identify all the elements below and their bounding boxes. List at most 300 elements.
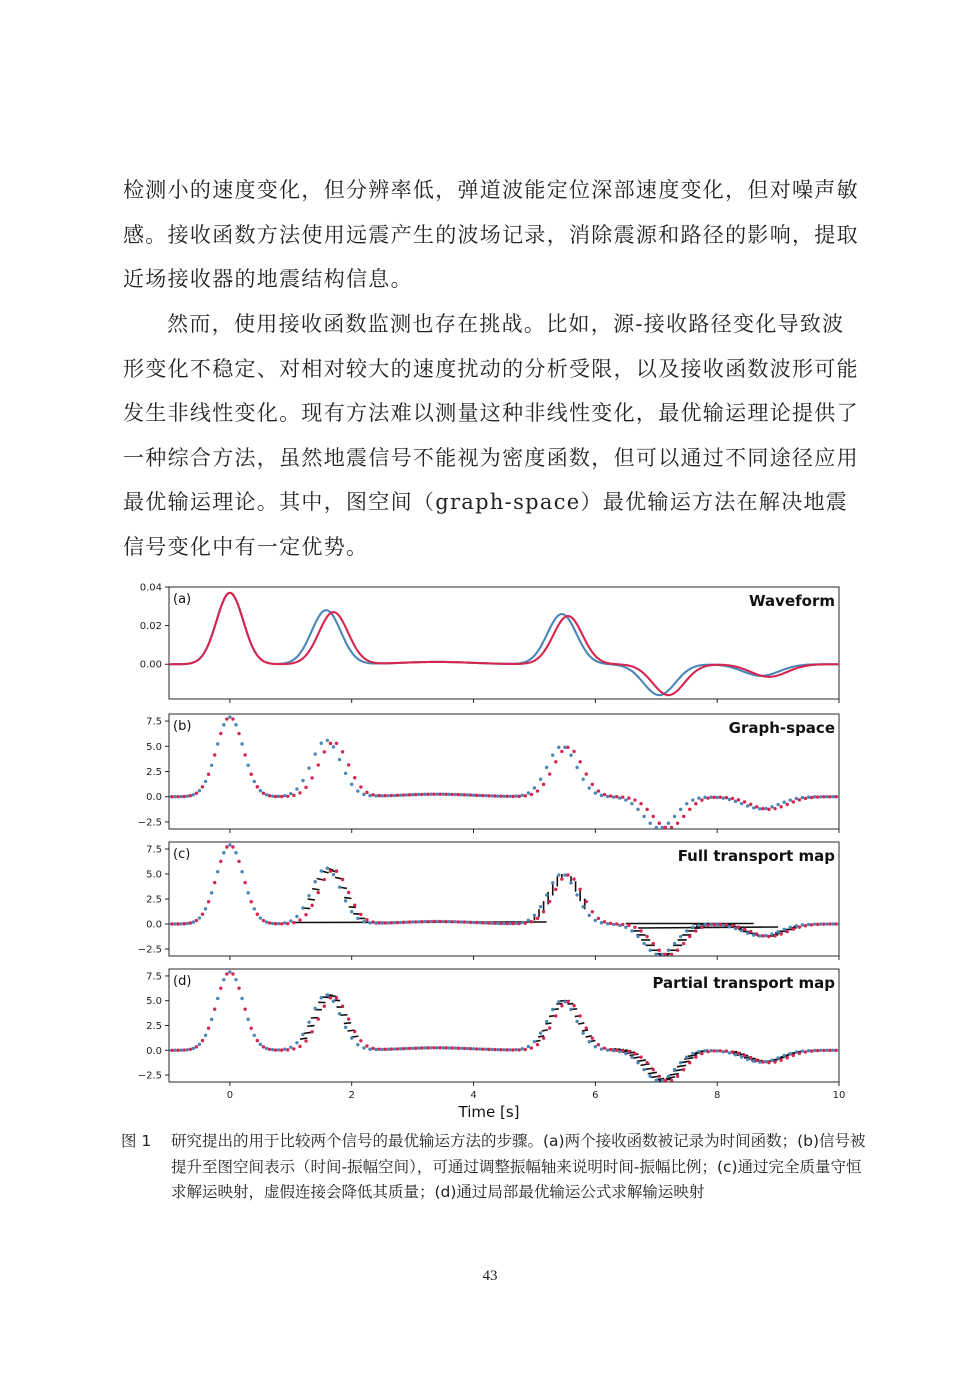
data-point bbox=[703, 923, 706, 926]
data-point bbox=[609, 794, 612, 797]
data-point bbox=[585, 1026, 588, 1029]
data-point bbox=[767, 1061, 770, 1064]
transport-link bbox=[638, 927, 778, 928]
data-point bbox=[588, 1040, 591, 1043]
data-point bbox=[441, 1046, 444, 1049]
data-point bbox=[374, 794, 377, 797]
data-point bbox=[240, 870, 243, 873]
data-point bbox=[246, 764, 249, 767]
data-point bbox=[673, 815, 676, 818]
data-point bbox=[441, 793, 444, 796]
data-point bbox=[673, 1068, 676, 1071]
data-point bbox=[353, 1030, 356, 1033]
data-point bbox=[396, 1047, 399, 1050]
data-point bbox=[417, 1046, 420, 1049]
data-point bbox=[782, 928, 785, 931]
data-point bbox=[633, 926, 636, 929]
data-point bbox=[545, 1020, 548, 1023]
data-point bbox=[560, 877, 563, 880]
data-point bbox=[700, 1052, 703, 1055]
data-point bbox=[615, 795, 618, 798]
data-point bbox=[234, 723, 237, 726]
data-point bbox=[253, 780, 256, 783]
data-point bbox=[566, 873, 569, 876]
data-point bbox=[551, 1008, 554, 1011]
data-point bbox=[371, 793, 374, 796]
data-point bbox=[204, 780, 207, 783]
data-point bbox=[225, 972, 228, 975]
panel-label: (b) bbox=[173, 719, 192, 734]
data-point bbox=[615, 922, 618, 925]
data-point bbox=[189, 921, 192, 924]
data-point bbox=[417, 920, 420, 923]
data-point bbox=[676, 822, 679, 825]
data-point bbox=[560, 750, 563, 753]
data-point bbox=[326, 993, 329, 996]
data-point bbox=[365, 918, 368, 921]
data-point bbox=[536, 1043, 539, 1046]
data-point bbox=[243, 1008, 246, 1011]
data-point bbox=[734, 800, 737, 803]
data-point bbox=[581, 905, 584, 908]
data-point bbox=[511, 922, 514, 925]
axes-frame bbox=[169, 587, 839, 699]
data-point bbox=[323, 878, 326, 881]
data-point bbox=[173, 795, 176, 798]
data-point bbox=[481, 921, 484, 924]
data-point bbox=[557, 1000, 560, 1003]
data-point bbox=[341, 750, 344, 753]
data-point bbox=[289, 919, 292, 922]
data-point bbox=[792, 927, 795, 930]
data-point bbox=[240, 742, 243, 745]
data-point bbox=[338, 1012, 341, 1015]
data-point bbox=[335, 869, 338, 872]
transport-link bbox=[578, 1023, 584, 1024]
data-point bbox=[310, 776, 313, 779]
data-point bbox=[743, 800, 746, 803]
data-point bbox=[173, 1049, 176, 1052]
data-point bbox=[792, 800, 795, 803]
data-point bbox=[216, 742, 219, 745]
data-point bbox=[670, 826, 673, 829]
data-point bbox=[804, 797, 807, 800]
data-point bbox=[481, 1047, 484, 1050]
data-point bbox=[271, 794, 274, 797]
data-point bbox=[773, 1060, 776, 1063]
data-point bbox=[374, 1048, 377, 1051]
data-point bbox=[798, 925, 801, 928]
data-point bbox=[837, 922, 840, 925]
data-point bbox=[545, 766, 548, 769]
data-point bbox=[548, 772, 551, 775]
data-point bbox=[715, 796, 718, 799]
data-point bbox=[222, 978, 225, 981]
data-point bbox=[719, 923, 722, 926]
data-point bbox=[457, 1046, 460, 1049]
x-tick-label: 2 bbox=[348, 1090, 355, 1101]
data-point bbox=[645, 1061, 648, 1064]
data-point bbox=[256, 1039, 259, 1042]
data-point bbox=[518, 1048, 521, 1051]
data-point bbox=[228, 715, 231, 718]
data-point bbox=[770, 1059, 773, 1062]
data-point bbox=[320, 996, 323, 999]
transport-link bbox=[556, 1004, 562, 1005]
data-point bbox=[466, 793, 469, 796]
data-point bbox=[825, 1049, 828, 1052]
x-tick-label: 8 bbox=[713, 1090, 721, 1101]
data-point bbox=[737, 925, 740, 928]
data-point bbox=[612, 1049, 615, 1052]
data-point bbox=[664, 1079, 667, 1082]
data-point bbox=[438, 920, 441, 923]
data-point bbox=[289, 1046, 292, 1049]
data-point bbox=[527, 791, 530, 794]
data-point bbox=[749, 803, 752, 806]
data-point bbox=[228, 970, 231, 973]
data-point bbox=[688, 1061, 691, 1064]
data-point bbox=[743, 1054, 746, 1057]
data-point bbox=[219, 732, 222, 735]
data-point bbox=[295, 915, 298, 918]
transport-link bbox=[300, 1038, 307, 1039]
data-point bbox=[633, 798, 636, 801]
data-point bbox=[387, 921, 390, 924]
data-point bbox=[377, 921, 380, 924]
data-point bbox=[323, 750, 326, 753]
data-point bbox=[612, 923, 615, 926]
data-point bbox=[317, 1017, 320, 1020]
data-point bbox=[414, 793, 417, 796]
data-point bbox=[380, 1048, 383, 1051]
transport-link bbox=[648, 1072, 657, 1073]
data-point bbox=[676, 949, 679, 952]
data-point bbox=[676, 1075, 679, 1078]
data-point bbox=[356, 1043, 359, 1046]
data-point bbox=[256, 785, 259, 788]
data-point bbox=[737, 1052, 740, 1055]
data-point bbox=[715, 923, 718, 926]
data-point bbox=[764, 807, 767, 810]
data-point bbox=[594, 791, 597, 794]
data-point bbox=[490, 794, 493, 797]
data-point bbox=[633, 1052, 636, 1055]
data-point bbox=[396, 794, 399, 797]
data-point bbox=[685, 1055, 688, 1058]
data-point bbox=[776, 1056, 779, 1059]
data-point bbox=[454, 1046, 457, 1049]
data-point bbox=[262, 1045, 265, 1048]
data-point bbox=[371, 1047, 374, 1050]
data-point bbox=[371, 920, 374, 923]
data-point bbox=[624, 1052, 627, 1055]
data-point bbox=[673, 942, 676, 945]
data-point bbox=[323, 1005, 326, 1008]
data-point bbox=[834, 922, 837, 925]
data-point bbox=[719, 1049, 722, 1052]
data-point bbox=[234, 978, 237, 981]
data-point bbox=[709, 795, 712, 798]
data-point bbox=[423, 793, 426, 796]
data-point bbox=[362, 920, 365, 923]
data-point bbox=[176, 795, 179, 798]
data-point bbox=[198, 916, 201, 919]
data-point bbox=[578, 888, 581, 891]
data-point bbox=[743, 927, 746, 930]
data-point bbox=[380, 921, 383, 924]
data-point bbox=[250, 773, 253, 776]
data-point bbox=[438, 793, 441, 796]
data-point bbox=[183, 1048, 186, 1051]
data-point bbox=[569, 754, 572, 757]
data-point bbox=[384, 794, 387, 797]
y-tick-label: 7.5 bbox=[146, 716, 162, 728]
data-point bbox=[655, 826, 658, 829]
data-point bbox=[277, 795, 280, 798]
data-point bbox=[782, 800, 785, 803]
data-point bbox=[213, 753, 216, 756]
data-point bbox=[283, 921, 286, 924]
data-point bbox=[755, 1059, 758, 1062]
data-point bbox=[301, 906, 304, 909]
data-point bbox=[268, 1048, 271, 1051]
data-point bbox=[259, 1043, 262, 1046]
data-point bbox=[173, 922, 176, 925]
data-point bbox=[380, 794, 383, 797]
data-point bbox=[697, 1050, 700, 1053]
transport-link bbox=[542, 1030, 548, 1031]
data-point bbox=[712, 796, 715, 799]
data-point bbox=[758, 934, 761, 937]
data-point bbox=[597, 917, 600, 920]
data-point bbox=[411, 920, 414, 923]
data-point bbox=[231, 972, 234, 975]
y-tick-label: 0.02 bbox=[139, 621, 162, 633]
data-point bbox=[320, 869, 323, 872]
data-point bbox=[274, 1048, 277, 1051]
data-point bbox=[405, 1047, 408, 1050]
data-point bbox=[569, 881, 572, 884]
data-point bbox=[262, 792, 265, 795]
data-point bbox=[213, 1008, 216, 1011]
data-point bbox=[487, 921, 490, 924]
data-point bbox=[679, 808, 682, 811]
data-point bbox=[426, 1046, 429, 1049]
data-point bbox=[807, 1049, 810, 1052]
transport-link bbox=[677, 1065, 686, 1066]
data-point bbox=[265, 793, 268, 796]
data-point bbox=[451, 920, 454, 923]
data-point bbox=[749, 930, 752, 933]
data-point bbox=[597, 789, 600, 792]
data-point bbox=[606, 1048, 609, 1051]
data-point bbox=[652, 942, 655, 945]
data-point bbox=[621, 1049, 624, 1052]
data-point bbox=[813, 795, 816, 798]
data-point bbox=[359, 913, 362, 916]
data-point bbox=[320, 742, 323, 745]
data-point bbox=[505, 795, 508, 798]
data-point bbox=[469, 1047, 472, 1050]
data-point bbox=[222, 723, 225, 726]
data-point bbox=[399, 921, 402, 924]
data-point bbox=[639, 929, 642, 932]
data-point bbox=[810, 796, 813, 799]
data-point bbox=[670, 953, 673, 956]
data-point bbox=[399, 1047, 402, 1050]
data-point bbox=[527, 1045, 530, 1048]
data-point bbox=[289, 792, 292, 795]
data-point bbox=[204, 907, 207, 910]
data-point bbox=[749, 1056, 752, 1059]
data-point bbox=[779, 805, 782, 808]
panel-label: (a) bbox=[173, 592, 192, 607]
data-point bbox=[335, 996, 338, 999]
data-point bbox=[189, 794, 192, 797]
data-point bbox=[798, 798, 801, 801]
x-tick-label: 10 bbox=[832, 1090, 846, 1101]
data-point bbox=[554, 760, 557, 763]
data-point bbox=[460, 920, 463, 923]
data-point bbox=[514, 1048, 517, 1051]
data-point bbox=[466, 1047, 469, 1050]
data-point bbox=[286, 922, 289, 925]
data-point bbox=[377, 794, 380, 797]
data-point bbox=[618, 924, 621, 927]
data-point bbox=[530, 1046, 533, 1049]
data-point bbox=[414, 920, 417, 923]
data-point bbox=[807, 795, 810, 798]
data-point bbox=[454, 920, 457, 923]
data-point bbox=[511, 1048, 514, 1051]
data-point bbox=[496, 1048, 499, 1051]
data-point bbox=[539, 905, 542, 908]
data-point bbox=[286, 795, 289, 798]
data-point bbox=[493, 1048, 496, 1051]
data-point bbox=[694, 1055, 697, 1058]
data-point bbox=[639, 1055, 642, 1058]
data-point bbox=[518, 922, 521, 925]
data-point bbox=[463, 920, 466, 923]
data-point bbox=[402, 921, 405, 924]
data-point bbox=[740, 802, 743, 805]
data-point bbox=[792, 1054, 795, 1057]
data-point bbox=[816, 1049, 819, 1052]
data-point bbox=[645, 808, 648, 811]
data-point bbox=[216, 870, 219, 873]
data-point bbox=[204, 1034, 207, 1037]
data-point bbox=[648, 822, 651, 825]
data-point bbox=[548, 1026, 551, 1029]
data-point bbox=[816, 795, 819, 798]
data-point bbox=[585, 772, 588, 775]
data-point bbox=[621, 923, 624, 926]
data-point bbox=[350, 1036, 353, 1039]
data-point bbox=[664, 953, 667, 956]
y-tick-label: 5.0 bbox=[146, 869, 162, 881]
data-point bbox=[307, 766, 310, 769]
data-point bbox=[457, 920, 460, 923]
transport-link bbox=[586, 1036, 592, 1037]
data-point bbox=[484, 921, 487, 924]
data-point bbox=[432, 920, 435, 923]
data-point bbox=[655, 1079, 658, 1082]
data-point bbox=[186, 1048, 189, 1051]
data-point bbox=[301, 779, 304, 782]
data-point bbox=[350, 910, 353, 913]
data-point bbox=[825, 922, 828, 925]
data-point bbox=[207, 900, 210, 903]
data-point bbox=[408, 1047, 411, 1050]
data-point bbox=[725, 923, 728, 926]
data-point bbox=[222, 851, 225, 854]
data-point bbox=[746, 1058, 749, 1061]
data-point bbox=[658, 1075, 661, 1078]
y-tick-label: −2.5 bbox=[137, 1070, 162, 1082]
x-tick-label: 6 bbox=[592, 1090, 599, 1101]
data-point bbox=[271, 922, 274, 925]
data-point bbox=[237, 732, 240, 735]
data-point bbox=[819, 922, 822, 925]
data-point bbox=[460, 793, 463, 796]
data-point bbox=[545, 893, 548, 896]
data-point bbox=[286, 1048, 289, 1051]
data-point bbox=[265, 920, 268, 923]
data-point bbox=[521, 1047, 524, 1050]
data-point bbox=[499, 794, 502, 797]
data-point bbox=[298, 1045, 301, 1048]
data-point bbox=[786, 803, 789, 806]
data-point bbox=[313, 752, 316, 755]
data-point bbox=[661, 953, 664, 956]
data-point bbox=[265, 1047, 268, 1050]
data-point bbox=[246, 891, 249, 894]
data-point bbox=[700, 798, 703, 801]
data-point bbox=[837, 1049, 840, 1052]
data-point bbox=[508, 1048, 511, 1051]
data-point bbox=[393, 794, 396, 797]
data-point bbox=[307, 1020, 310, 1023]
data-point bbox=[457, 793, 460, 796]
data-point bbox=[478, 794, 481, 797]
data-point bbox=[813, 1049, 816, 1052]
data-point bbox=[259, 789, 262, 792]
data-point bbox=[822, 795, 825, 798]
data-point bbox=[636, 935, 639, 938]
data-point bbox=[789, 798, 792, 801]
data-point bbox=[423, 1046, 426, 1049]
data-point bbox=[618, 796, 621, 799]
data-point bbox=[521, 794, 524, 797]
data-point bbox=[789, 926, 792, 929]
x-tick-label: 4 bbox=[470, 1090, 477, 1101]
data-point bbox=[770, 932, 773, 935]
data-point bbox=[648, 1075, 651, 1078]
data-point bbox=[387, 794, 390, 797]
data-point bbox=[310, 1030, 313, 1033]
data-point bbox=[332, 745, 335, 748]
y-tick-label: 2.5 bbox=[146, 894, 162, 906]
data-point bbox=[725, 1049, 728, 1052]
data-point bbox=[740, 1055, 743, 1058]
data-point bbox=[170, 1049, 173, 1052]
data-point bbox=[609, 1048, 612, 1051]
data-point bbox=[402, 1047, 405, 1050]
data-point bbox=[292, 1047, 295, 1050]
data-point bbox=[639, 802, 642, 805]
data-point bbox=[782, 1054, 785, 1057]
